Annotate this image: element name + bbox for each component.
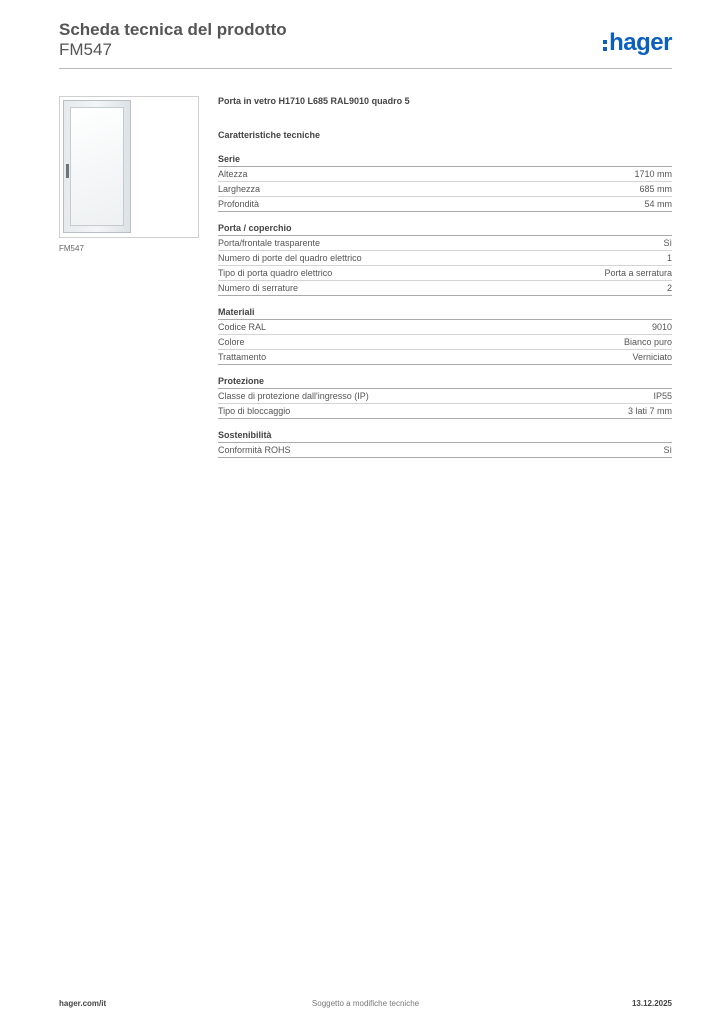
spec-group: [218, 429, 672, 458]
spec-label: Tipo di bloccaggio: [218, 406, 291, 416]
spec-value: 685 mm: [639, 184, 672, 194]
spec-row: [218, 182, 672, 197]
spec-value: 3 lati 7 mm: [627, 406, 672, 416]
spec-row: [218, 197, 672, 212]
spec-value: 1710 mm: [634, 169, 672, 179]
spec-row: [218, 167, 672, 182]
spec-group: [218, 375, 672, 419]
product-description: Porta in vetro H1710 L685 RAL9010 quadro 5: [218, 96, 410, 106]
spec-value: Sì: [663, 445, 672, 455]
spec-group-title: Porta / coperchio: [218, 222, 672, 236]
spec-label: Numero di porte del quadro elettrico: [218, 253, 362, 263]
footer-note: Soggetto a modifiche tecniche: [311, 999, 420, 1008]
spec-group: [218, 222, 672, 296]
spec-row: [218, 236, 672, 251]
spec-group-title: Materiali: [218, 306, 672, 320]
spec-row: [218, 404, 672, 419]
logo-dots-icon: [603, 40, 607, 51]
spec-value: 9010: [651, 322, 672, 332]
spec-row: [218, 389, 672, 404]
spec-value: Bianco puro: [623, 337, 672, 347]
spec-label: Trattamento: [218, 352, 267, 362]
spec-label: Profondità: [218, 199, 260, 209]
spec-row: [218, 320, 672, 335]
footer-url-link[interactable]: hager.com/it: [59, 999, 107, 1008]
logo-text: hager: [609, 29, 672, 56]
page-footer: [59, 997, 672, 1011]
spec-value: 2: [666, 283, 672, 293]
spec-label: Conformità ROHS: [218, 445, 291, 455]
spec-value: IP55: [653, 391, 672, 401]
spec-groups: [218, 153, 672, 458]
spec-value: 54 mm: [644, 199, 672, 209]
spec-group-title: Serie: [218, 153, 672, 167]
header-divider: [59, 68, 672, 69]
footer-date: 13.12.2025: [631, 999, 672, 1008]
product-code: FM547: [59, 40, 112, 59]
spec-row: [218, 350, 672, 365]
spec-group: [218, 306, 672, 365]
spec-label: Tipo di porta quadro elettrico: [218, 268, 333, 278]
spec-label: Colore: [218, 337, 245, 347]
spec-value: Verniciato: [632, 352, 672, 362]
spec-row: [218, 281, 672, 296]
spec-group: [218, 153, 672, 212]
product-image: [59, 96, 199, 238]
specifications-section: [218, 93, 672, 458]
glass-door-icon: [63, 100, 131, 233]
technical-characteristics-heading: Caratteristiche tecniche: [218, 130, 321, 140]
page-header: [59, 20, 672, 70]
spec-label: Porta/frontale trasparente: [218, 238, 321, 248]
door-glass-panel: [70, 107, 124, 226]
image-caption: FM547: [59, 244, 84, 253]
spec-label: Numero di serrature: [218, 283, 299, 293]
spec-label: Altezza: [218, 169, 248, 179]
spec-row: [218, 251, 672, 266]
spec-row: [218, 335, 672, 350]
spec-row: [218, 266, 672, 281]
spec-label: Classe di protezione dall'ingresso (IP): [218, 391, 369, 401]
spec-row: [218, 443, 672, 458]
page-title: Scheda tecnica del prodotto: [59, 20, 287, 39]
spec-value: 1: [666, 253, 672, 263]
spec-label: Larghezza: [218, 184, 261, 194]
spec-group-title: Protezione: [218, 375, 672, 389]
door-handle: [66, 164, 69, 178]
spec-value: Sì: [663, 238, 672, 248]
spec-group-title: Sostenibilità: [218, 429, 672, 443]
spec-value: Porta a serratura: [604, 268, 672, 278]
hager-logo: [603, 28, 672, 58]
spec-label: Codice RAL: [218, 322, 267, 332]
